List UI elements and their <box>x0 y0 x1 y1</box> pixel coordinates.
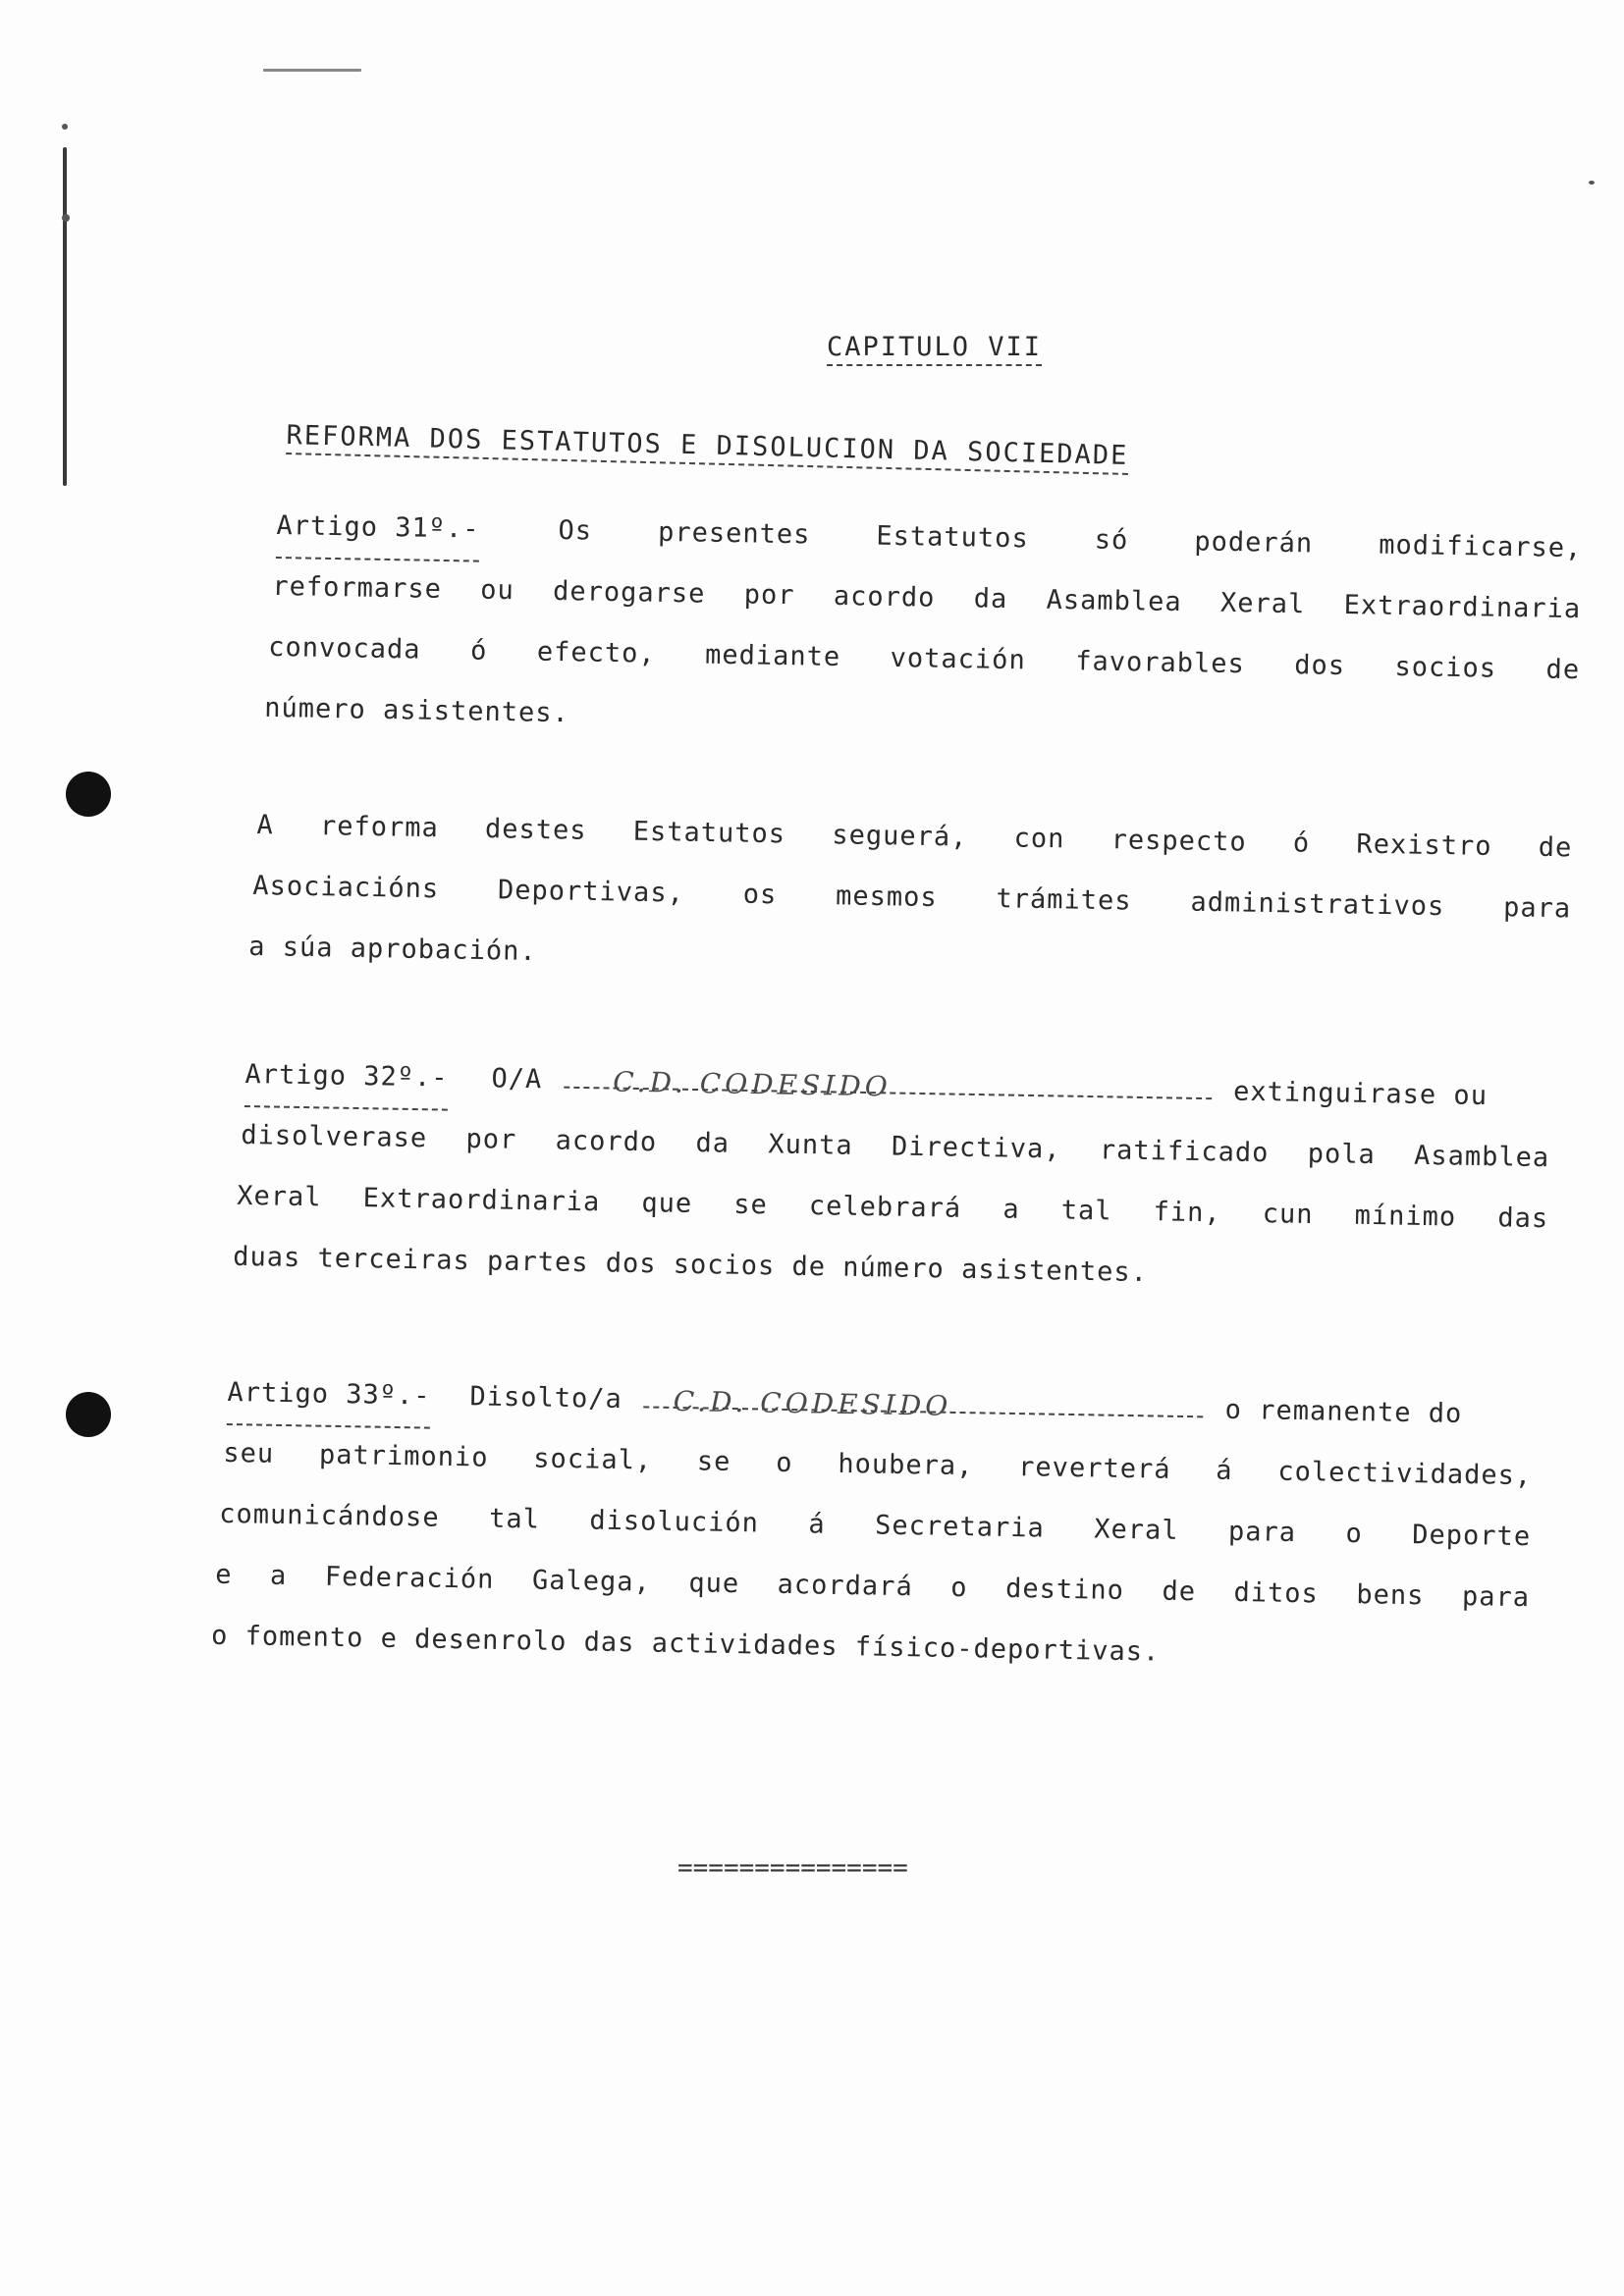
binder-edge-line <box>63 147 67 486</box>
article-33-line-5: o fomento e desenrolo das actividades físico-deportivas. <box>210 1620 1161 1668</box>
article-32-name-field <box>564 1057 1212 1103</box>
scan-speck <box>62 214 70 222</box>
article-31-label: Artigo 31º.- <box>276 496 480 562</box>
article-31-p2-line-1: A reforma destes Estatutos seguerá, con respecto ó Rexistro de <box>256 809 1573 864</box>
article-32 <box>232 1044 1551 1289</box>
article-32-line-2: disolverase por acordo da Xunta Directiva, ratificado pola Asamblea <box>241 1119 1550 1174</box>
punch-hole-top <box>66 772 111 817</box>
article-33 <box>210 1362 1534 1668</box>
article-31-line-3: convocada ó efecto, mediante votación favorables dos socios de <box>268 631 1581 686</box>
section-title: REFORMA DOS ESTATUTOS E DISOLUCION DA SOCIEDADE <box>286 420 1129 475</box>
article-32-line-3: Xeral Extraordinaria que se celebrará a tal fin, cun mínimo das <box>237 1180 1549 1235</box>
article-31-paragraph-2 <box>248 795 1573 967</box>
article-31 <box>263 496 1583 729</box>
article-33-label: Artigo 33º.- <box>227 1362 431 1429</box>
article-31-line-2: reformarse ou derogarse por acordo da Asamblea Xeral Extraordinaria <box>272 570 1582 625</box>
article-33-suffix: o remanente do <box>1224 1394 1463 1429</box>
closing-rule: =============== <box>677 1853 908 1883</box>
article-33-line-2: seu patrimonio social, se o houbera, reverterá á colectividades, <box>223 1437 1533 1492</box>
article-32-line-4: duas terceiras partes dos socios de número asistentes. <box>232 1241 1149 1289</box>
scan-speck <box>1589 181 1595 185</box>
scan-speck <box>263 69 361 72</box>
article-33-handwritten-name: C.D. CODESIDO <box>673 1384 952 1422</box>
article-31-p2-line-2: Asociacións Deportivas, os mesmos trámites administrativos para <box>252 870 1572 925</box>
article-33-line-3: comunicándose tal disolución á Secretaria Xeral para o Deporte <box>219 1498 1532 1553</box>
scan-speck <box>62 124 68 130</box>
article-32-prefix: O/A <box>491 1063 543 1095</box>
article-33-line-4: e a Federación Galega, que acordará o destino de ditos bens para <box>214 1559 1531 1614</box>
article-31-text-1: Os presentes Estatutos só poderán modificarse, <box>558 515 1583 564</box>
article-32-suffix: extinguirase ou <box>1232 1076 1489 1112</box>
chapter-title: CAPITULO VII <box>827 332 1042 366</box>
article-32-handwritten-name: C.D. CODESIDO <box>612 1065 892 1103</box>
article-33-prefix: Disolto/a <box>469 1381 623 1415</box>
article-33-name-field <box>644 1376 1204 1422</box>
article-32-label: Artigo 32º.- <box>244 1044 449 1111</box>
punch-hole-bottom <box>66 1392 111 1437</box>
article-31-line-4: número asistentes. <box>263 692 570 729</box>
article-31-p2-line-3: a súa aprobación. <box>248 931 537 967</box>
